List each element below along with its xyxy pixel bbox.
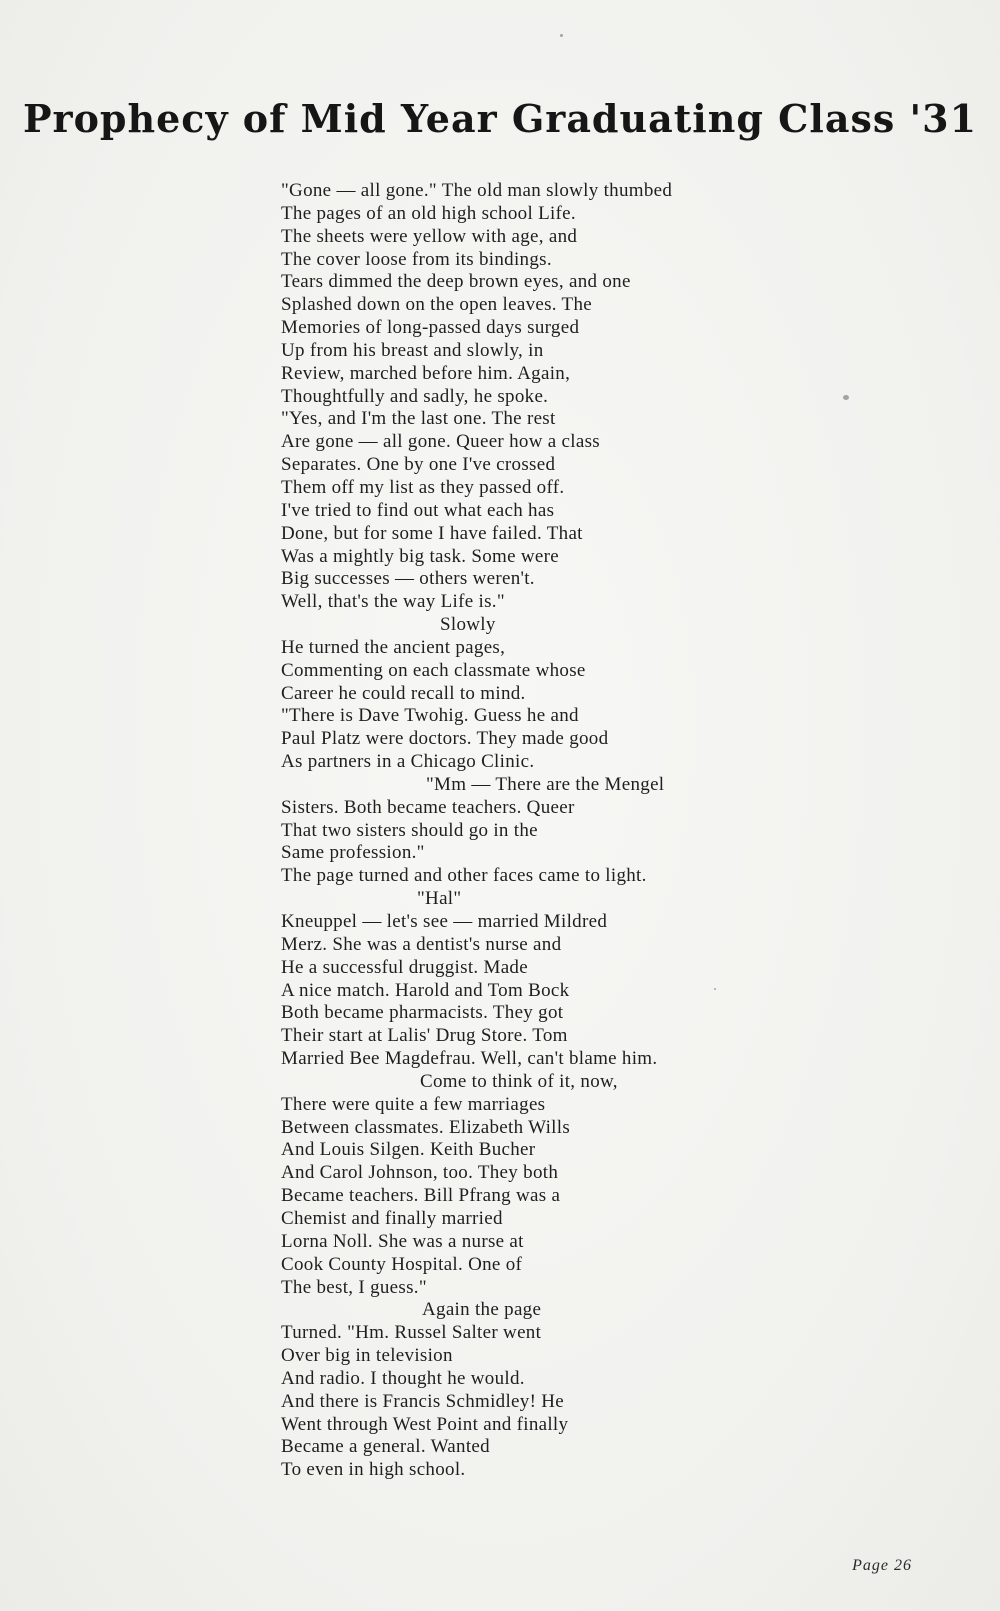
poem-line: Kneuppel — let's see — married Mildred: [281, 911, 608, 932]
poem-body: [281, 180, 801, 1482]
print-speck: [843, 395, 849, 400]
poem-line: Well, that's the way Life is.": [281, 591, 505, 613]
poem-line: "Hal": [417, 888, 462, 910]
poem-line: Became a general. Wanted: [281, 1436, 490, 1458]
poem-line: Again the page: [422, 1299, 542, 1321]
poem-line: Commenting on each classmate whose: [281, 659, 586, 681]
poem-line: I've tried to find out what each has: [281, 499, 555, 521]
poem-line: Chemist and finally married: [281, 1207, 503, 1229]
poem-line: Slowly: [440, 614, 496, 636]
poem-line: And Louis Silgen. Keith Bucher: [281, 1139, 536, 1161]
poem-line: Paul Platz were doctors. They made good: [281, 728, 609, 750]
poem-line: Them off my list as they passed off.: [281, 476, 565, 498]
poem-line: Separates. One by one I've crossed: [281, 454, 556, 476]
page-title: Prophecy of Mid Year Graduating Class '31: [22, 96, 978, 141]
poem-line: Merz. She was a dentist's nurse and: [281, 933, 562, 955]
poem-line: Career he could recall to mind.: [281, 682, 526, 704]
poem-line: Cook County Hospital. One of: [281, 1253, 523, 1275]
poem-line: And Carol Johnson, too. They both: [281, 1162, 559, 1184]
poem-line: Between classmates. Elizabeth Wills: [281, 1116, 571, 1138]
poem-line: Both became pharmacists. They got: [281, 1002, 564, 1024]
poem-line: He turned the ancient pages,: [281, 636, 506, 658]
poem-line: Went through West Point and finally: [281, 1413, 569, 1435]
poem-line: "There is Dave Twohig. Guess he and: [281, 705, 579, 727]
poem-line: Big successes — others weren't.: [281, 568, 535, 590]
poem-line: There were quite a few marriages: [281, 1093, 546, 1115]
poem-line: Became teachers. Bill Pfrang was a: [281, 1185, 561, 1207]
poem-line: Same profession.": [281, 842, 425, 864]
poem-line: Splashed down on the open leaves. The: [281, 294, 592, 316]
poem-line: A nice match. Harold and Tom Bock: [281, 979, 570, 1001]
poem-line: To even in high school.: [281, 1459, 466, 1481]
poem-line: Are gone — all gone. Queer how a class: [281, 431, 600, 453]
poem-line: And there is Francis Schmidley! He: [281, 1390, 564, 1412]
poem-line: Married Bee Magdefrau. Well, can't blame him.: [281, 1048, 658, 1070]
poem-line: Sisters. Both became teachers. Queer: [281, 796, 575, 818]
poem-line: He a successful druggist. Made: [281, 956, 528, 978]
poem-line: Thoughtfully and sadly, he spoke.: [281, 385, 549, 407]
poem-line: Lorna Noll. She was a nurse at: [281, 1230, 524, 1252]
poem-line: The best, I guess.": [281, 1276, 427, 1298]
poem-line: The cover loose from its bindings.: [281, 248, 552, 270]
poem-line: That two sisters should go in the: [281, 819, 538, 841]
poem-line: Up from his breast and slowly, in: [281, 339, 544, 361]
print-speck: [560, 34, 563, 37]
poem-line: And radio. I thought he would.: [281, 1367, 525, 1389]
poem-line: "Mm — There are the Mengel: [426, 773, 665, 795]
poem-line: The sheets were yellow with age, and: [281, 225, 578, 247]
poem-line: "Yes, and I'm the last one. The rest: [281, 408, 556, 430]
poem-line: The pages of an old high school Life.: [281, 202, 576, 224]
poem-line: Come to think of it, now,: [420, 1070, 618, 1092]
print-speck: [714, 988, 716, 990]
poem-line: Their start at Lalis' Drug Store. Tom: [281, 1025, 568, 1047]
poem-line: Was a mightly big task. Some were: [281, 545, 560, 567]
poem-line: As partners in a Chicago Clinic.: [281, 751, 535, 773]
poem-line: Done, but for some I have failed. That: [281, 522, 583, 544]
poem-line: Review, marched before him. Again,: [281, 362, 571, 384]
poem-line: Memories of long-passed days surged: [281, 317, 580, 339]
poem-line: Tears dimmed the deep brown eyes, and one: [281, 271, 631, 293]
poem-line: Over big in television: [281, 1345, 453, 1367]
poem-line: Turned. "Hm. Russel Salter went: [281, 1322, 542, 1344]
page-number: Page 26: [852, 1557, 912, 1574]
poem-line: "Gone — all gone." The old man slowly thumbed: [281, 180, 673, 201]
poem-line: The page turned and other faces came to light.: [281, 865, 647, 887]
